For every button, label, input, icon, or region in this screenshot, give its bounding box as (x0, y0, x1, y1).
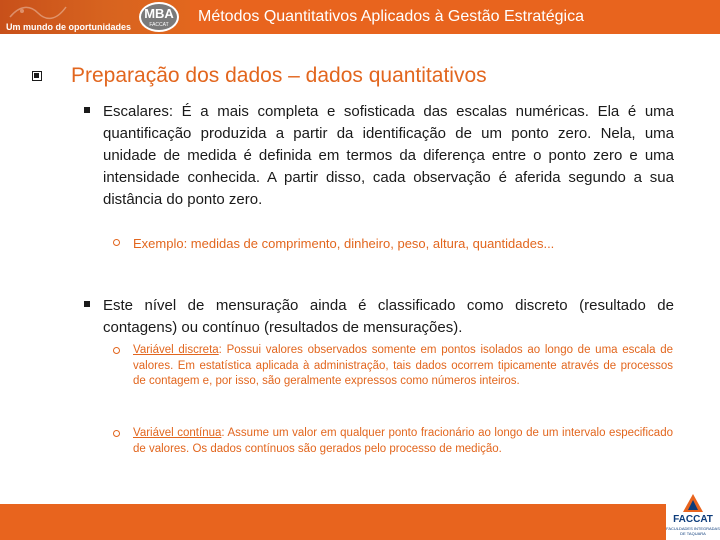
bullet-escalares (84, 101, 674, 211)
decorative-swirl-icon (8, 3, 68, 21)
bullet-text: Escalares: É a mais completa e sofisticada das escalas numéricas. Ela é uma quantificação produzida a partir da identificação de um ponto zero. Nela, uma unidade de medida é definida em termos da diferença entre o ponto zero e uma intensidade conhecida. A partir disso, cada observação é aferida segundo a sua distância do ponto zero. (103, 103, 674, 208)
term-variavel-discreta: Variável discreta (133, 344, 219, 356)
sub-bullet-text (133, 426, 673, 457)
bullet-square-icon (84, 107, 90, 113)
mba-logo-subtext: FACCAT (149, 22, 169, 28)
footer-bar (0, 504, 720, 540)
sub-bullet-exemplo (113, 235, 673, 252)
sub-bullet-continua (113, 426, 673, 457)
bullet-circle-icon (113, 347, 120, 354)
slide-title: Preparação dos dados – dados quantitativos (71, 64, 487, 87)
faccat-logo (666, 493, 720, 540)
sub-bullet-text: Exemplo: medidas de comprimento, dinheiro, peso, altura, quantidades... (133, 236, 555, 251)
sub-bullet-discreta (113, 343, 673, 390)
term-variavel-continua: Variável contínua (133, 427, 222, 439)
definition-text: : Assume um valor em qualquer ponto fracionário ao longo de um intervalo especificado de valores. Os dados contínuos são gerados pelo processo de medição. (133, 427, 673, 455)
header-title: Métodos Quantitativos Aplicados à Gestão Estratégica (198, 8, 584, 25)
bullet-text: Este nível de mensuração ainda é classificado como discreto (resultado de contagens) ou contínuo (resultados de mensurações). (103, 297, 674, 336)
mba-logo-text: MBA (144, 6, 174, 21)
faccat-logo-text: FACCAT (673, 514, 713, 525)
bullet-circle-icon (113, 239, 120, 246)
header-logo-area (0, 0, 190, 34)
square-bullet-icon (32, 71, 42, 81)
tagline: Um mundo de oportunidades (6, 22, 131, 32)
faccat-logo-subtext: FACULDADES INTEGRADAS DE TAQUARA (666, 526, 720, 536)
header-bar (0, 0, 720, 34)
sub-bullet-text (133, 343, 673, 390)
bullet-circle-icon (113, 430, 120, 437)
faccat-emblem-icon (682, 493, 704, 513)
mba-logo (139, 2, 179, 32)
bullet-square-icon (84, 301, 90, 307)
bullet-mensuracao (84, 295, 674, 339)
definition-text: : Possui valores observados somente em pontos isolados ao longo de uma escala de valores. Em estatística aplicada à administração, tais dados ocorrem tipicamente através de processos de contagem e, por isso, são geralmente expressos como números inteiros. (133, 344, 673, 387)
